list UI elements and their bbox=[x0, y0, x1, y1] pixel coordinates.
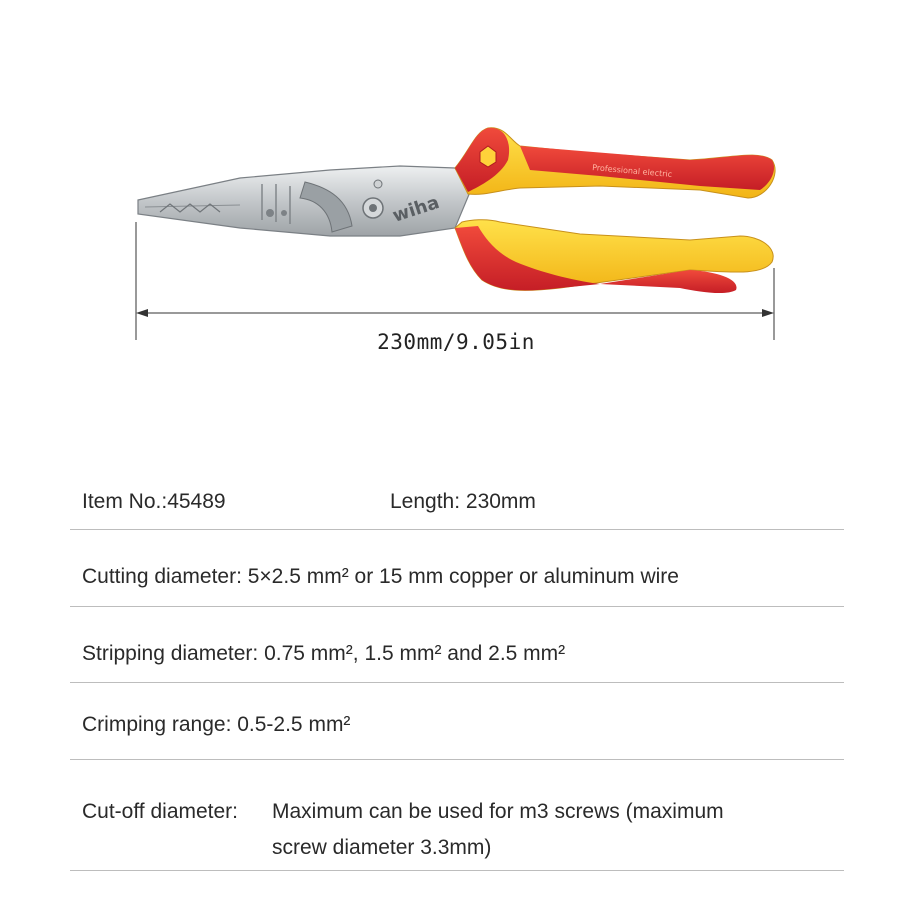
spec-row-item bbox=[70, 455, 844, 530]
length-dimension-label: 230mm/9.05in bbox=[377, 330, 535, 354]
length-spec: Length: 230mm bbox=[390, 490, 536, 513]
spec-row-cutoff bbox=[70, 760, 844, 871]
item-number: Item No.:45489 bbox=[82, 490, 226, 513]
brand-engraving: wiha bbox=[390, 192, 442, 227]
pliers-illustration bbox=[0, 0, 912, 420]
spec-row-crimping bbox=[70, 683, 844, 760]
spec-row-cutting bbox=[70, 530, 844, 607]
upper-handle bbox=[455, 128, 775, 198]
product-image bbox=[0, 0, 912, 420]
cutoff-label: Cut-off diameter: bbox=[82, 800, 239, 823]
cutoff-value-line2: screw diameter 3.3mm) bbox=[272, 836, 492, 859]
stripping-diameter: Stripping diameter: 0.75 mm², 1.5 mm² and 2.5 mm² bbox=[82, 642, 566, 665]
spec-row-stripping bbox=[70, 607, 844, 683]
spec-table bbox=[70, 455, 844, 871]
crimping-range: Crimping range: 0.5-2.5 mm² bbox=[82, 713, 351, 736]
cutoff-value-line1: Maximum can be used for m3 screws (maximum bbox=[272, 800, 724, 823]
cutting-diameter: Cutting diameter: 5×2.5 mm² or 15 mm copper or aluminum wire bbox=[82, 565, 679, 588]
lower-handle bbox=[455, 220, 773, 293]
handle-printing: Professional electric bbox=[591, 163, 673, 179]
